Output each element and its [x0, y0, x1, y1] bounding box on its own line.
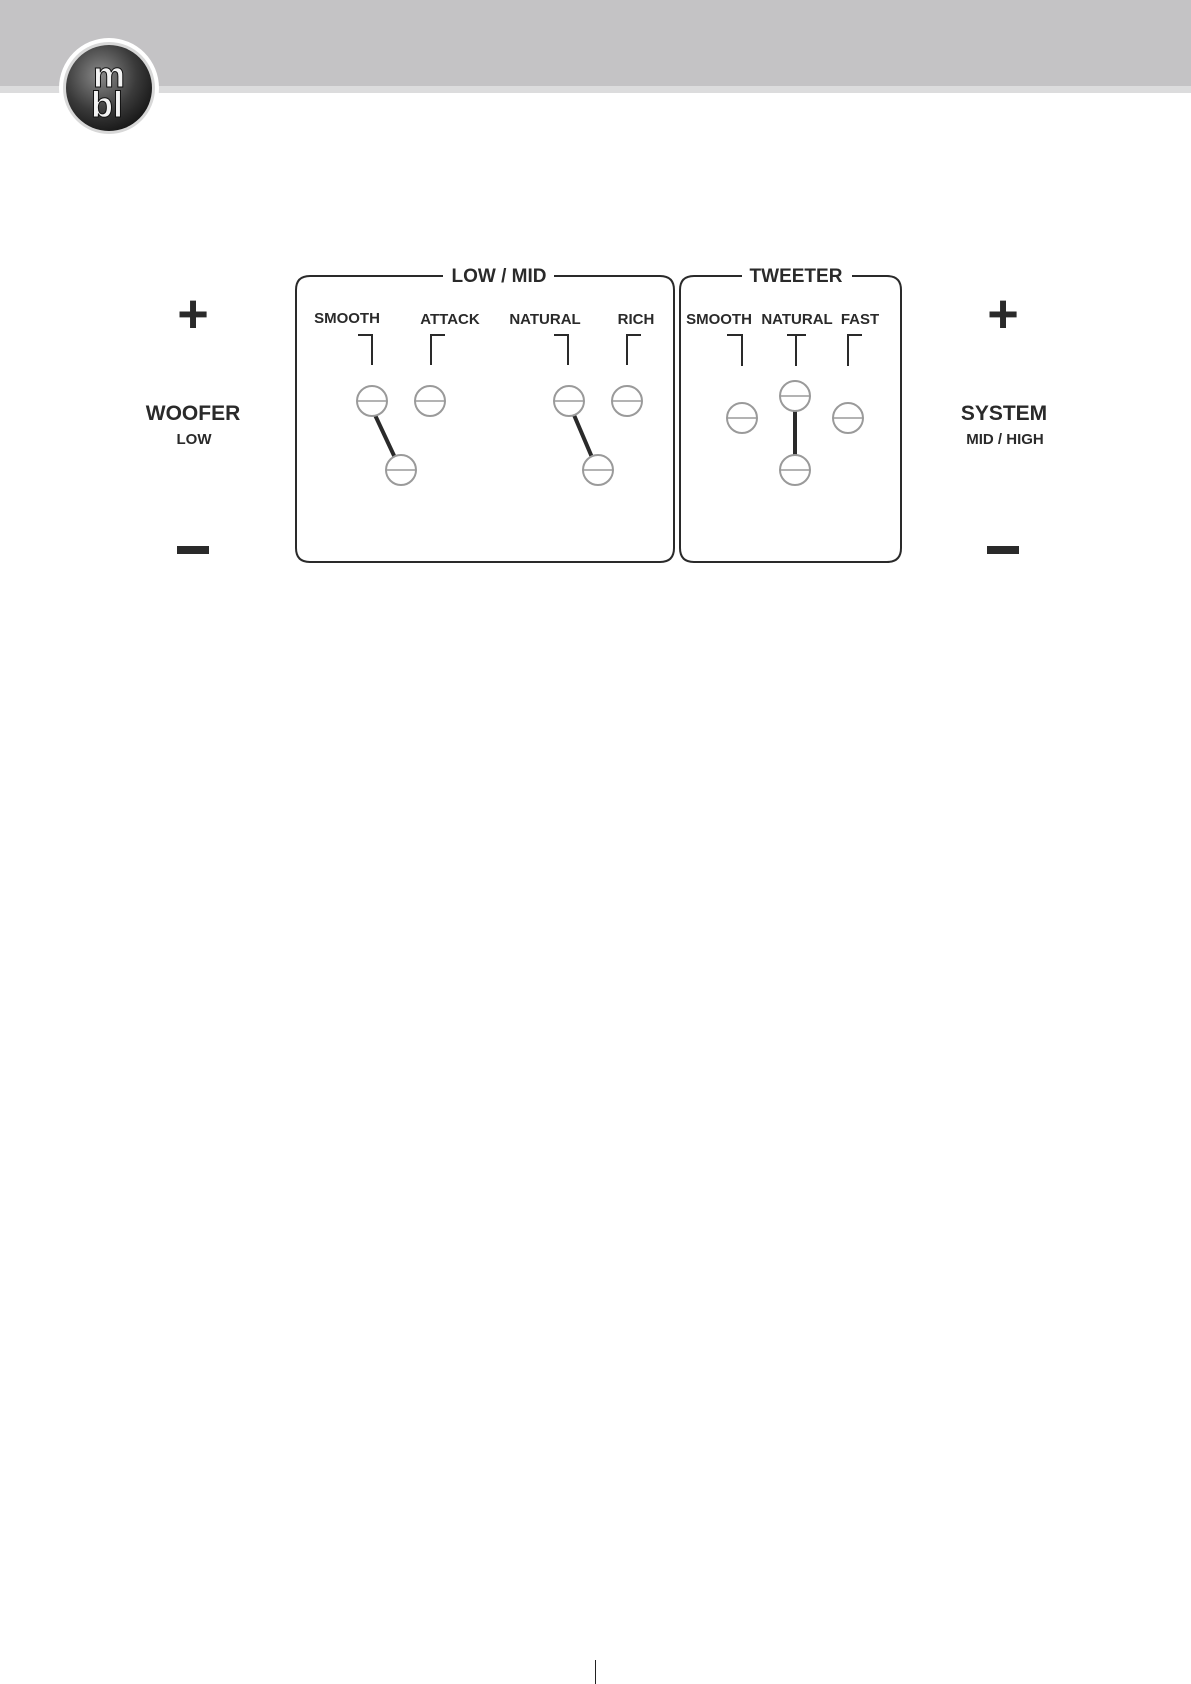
tweeter-label-fast: FAST [840, 311, 880, 328]
jumper-pin-rich [612, 386, 642, 416]
low-mid-label-rich: RICH [617, 311, 655, 328]
low-mid-jumper-link-2 [574, 415, 594, 462]
tweeter-fast-symbol [848, 335, 862, 366]
page-divider [595, 1660, 596, 1684]
jumper-pin-attack [415, 386, 445, 416]
woofer-subtitle: LOW [176, 431, 212, 448]
jumper-pin-low-mid-common-2 [583, 455, 613, 485]
system-title: SYSTEM [960, 402, 1048, 425]
rich-symbol [627, 335, 641, 365]
low-mid-label-natural: NATURAL [509, 311, 581, 328]
woofer-plus-label: + [177, 284, 209, 344]
low-mid-label-smooth: SMOOTH [314, 310, 380, 327]
woofer-minus-sign [177, 546, 209, 554]
tweeter-natural-symbol [787, 335, 806, 366]
system-plus-label: + [987, 284, 1019, 344]
jumper-pin-tweeter-fast [833, 403, 863, 433]
jumper-pin-tweeter-smooth [727, 403, 757, 433]
svg-text:m: m [92, 54, 126, 95]
woofer-title: WOOFER [145, 402, 241, 425]
tweeter-label-smooth: SMOOTH [686, 311, 752, 328]
jumper-pin-natural-low-mid [554, 386, 584, 416]
tweeter-label-natural: NATURAL [761, 311, 833, 328]
tweeter-title: TWEETER [749, 266, 843, 287]
jumper-pin-tweeter-natural [780, 381, 810, 411]
low-mid-jumper-link-1 [375, 415, 397, 462]
natural-low-mid-symbol [554, 335, 568, 365]
svg-text:bl: bl [91, 84, 123, 125]
low-mid-label-attack: ATTACK [420, 311, 480, 328]
jumper-pin-tweeter-common [780, 455, 810, 485]
system-subtitle: MID / HIGH [966, 431, 1044, 448]
attack-symbol [431, 335, 445, 365]
system-minus-sign [987, 546, 1019, 554]
tweeter-smooth-symbol [727, 335, 742, 366]
jumper-pin-smooth [357, 386, 387, 416]
smooth-symbol [358, 335, 372, 365]
jumper-pin-low-mid-common-1 [386, 455, 416, 485]
low-mid-title: LOW / MID [451, 266, 547, 287]
